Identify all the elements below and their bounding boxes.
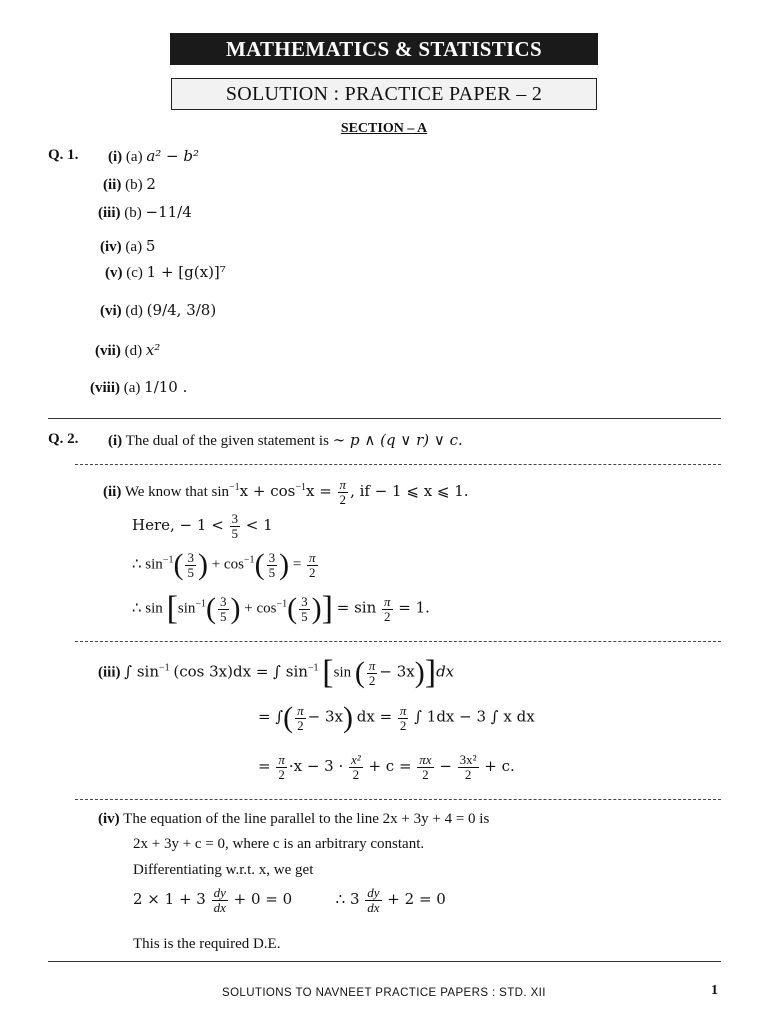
item-answer: 2 [146,175,156,193]
q1-item-ii [103,175,156,194]
text: + [211,556,221,573]
q2-label: Q. 2. [48,431,79,447]
numerator: π [278,752,285,767]
denominator: 5 [220,608,227,624]
fraction [382,595,393,624]
item-num: (v) [105,265,123,281]
text: = ∫ [258,707,284,726]
q2-part-ii-line2 [132,512,273,541]
q2-part-ii-line3 [132,550,320,580]
text: sin [145,600,163,617]
item-answer: (9/4, 3/8) [146,301,217,319]
item-option: (a) [123,380,141,396]
text: We know that sin [124,483,230,500]
text: sin [333,664,352,681]
part-num: (iii) [98,664,121,681]
numerator: πx [419,752,432,767]
q2-part-iv-line3: Differentiating w.r.t. x, we get [133,862,314,878]
text: dx = [356,707,393,726]
bracket: ] [321,590,333,627]
paren: ( [354,656,365,689]
denominator: 2 [309,564,316,580]
item-num: (iii) [98,205,121,221]
text: ∫ 1dx − 3 ∫ x dx [414,707,535,726]
numerator: 3x² [459,752,477,767]
paren: ) [230,592,241,625]
paren: ( [283,701,294,734]
therefore-symbol: ∴ [132,600,142,617]
text: sin [177,600,196,617]
numerator: 3 [220,593,227,609]
fraction [185,551,196,580]
footer-text: SOLUTIONS TO NAVNEET PRACTICE PAPERS : STD. XII [222,987,546,999]
text: + c = [368,756,412,775]
paren: ( [254,548,265,581]
page-subtitle: SOLUTION : PRACTICE PAPER – 2 [171,78,597,110]
dashed-divider [75,799,721,800]
divider [48,961,721,962]
text: = [292,556,302,573]
denominator: 2 [339,492,347,507]
denominator: 2 [368,672,376,688]
text: Here, − 1 < [132,515,224,534]
q1-item-iii [98,203,192,222]
text: ∴ 3 [335,889,360,908]
text: + 0 = 0 [233,889,293,908]
denominator: 2 [464,767,472,782]
q2-part-ii-line4 [132,592,430,626]
numerator: π [383,593,391,609]
text: sin [145,556,163,573]
paren: ) [343,701,354,734]
paren: ) [311,592,322,625]
numerator: π [309,549,316,565]
paren: ( [173,548,184,581]
text: − 3x [379,662,415,681]
denominator: 5 [187,564,194,580]
dashed-divider [75,464,721,465]
item-answer: a² − b² [146,147,200,165]
numerator: 3 [231,511,239,526]
denominator: dx [213,900,226,915]
fraction [212,886,228,915]
text: dx [436,662,455,681]
q1-label: Q. 1. [48,147,79,163]
text: x = [306,481,332,500]
numerator: π [368,657,376,673]
denominator: 2 [399,717,407,733]
text: − [439,756,452,775]
bracket: [ [322,654,334,691]
item-option: (a) [125,149,143,165]
denominator: 2 [297,717,304,733]
paren: ) [414,656,425,689]
numerator: dy [213,885,226,900]
part-expression: ∼ p ∧ (q ∨ r) ∨ c. [332,431,463,449]
q1-item-i [108,147,199,166]
numerator: 3 [187,549,194,565]
section-heading: SECTION – A [340,121,428,136]
item-num: (vi) [100,303,122,319]
fraction [367,659,378,688]
fraction [349,753,363,782]
superscript: −1 [276,598,288,610]
fraction [398,704,409,733]
item-option: (b) [124,205,142,221]
denominator: 5 [231,526,239,541]
part-text: The dual of the given statement is [125,433,329,449]
text: The equation of the line parallel to the line 2x + 3y + 4 = 0 is [123,811,490,827]
numerator: 3 [268,549,276,565]
paren: ( [287,592,298,625]
page-number: 1 [711,983,718,998]
superscript: −1 [307,662,319,674]
denominator: 5 [301,608,308,624]
item-num: (viii) [90,380,120,396]
text: − 3x [307,707,344,726]
numerator: π [339,477,347,492]
dashed-divider [75,641,721,642]
denominator: 5 [268,564,276,580]
text: ·x − 3 · [288,756,344,775]
fraction [458,753,479,782]
bracket: ] [424,654,437,691]
part-num: (iv) [98,811,120,827]
text: = [258,756,271,775]
paren: ( [206,592,217,625]
text: = 1. [398,598,430,617]
text: , if − 1 ⩽ x ⩽ 1. [350,481,469,500]
text: x + cos [239,481,296,500]
q2-part-ii-line1 [103,478,469,507]
q2-part-iv-line4 [133,886,446,915]
text: (cos 3x)dx = ∫ sin [173,662,308,681]
fraction [218,595,229,624]
text: = sin [336,598,377,617]
item-num: (ii) [103,177,122,193]
superscript: −1 [243,554,255,566]
fraction [307,551,318,580]
denominator: dx [367,900,380,915]
item-option: (d) [124,343,143,359]
superscript: −1 [162,554,174,566]
denominator: 2 [278,767,285,782]
numerator: 3 [301,593,308,609]
fraction [276,753,287,782]
item-answer: 1 + [g(x)]⁷ [146,263,226,281]
paren: ) [197,548,208,581]
text: cos [223,556,244,573]
fraction [267,551,278,580]
q2-part-i [108,431,463,450]
text: + [244,600,253,617]
text: cos [256,600,277,617]
text: + 2 = 0 [387,889,446,908]
therefore-symbol: ∴ [132,556,142,573]
q2-part-iv-line5: This is the required D.E. [133,936,281,952]
paren: ) [279,548,290,581]
fraction [365,886,381,915]
superscript: −1 [295,481,306,493]
item-answer: x² [145,341,161,359]
q1-item-iv [100,237,155,256]
superscript: −1 [195,598,207,610]
q2-part-iii-line2 [258,703,535,733]
numerator: π [297,702,304,718]
divider [48,418,721,419]
bracket: [ [166,590,178,627]
text: ∫ sin [124,662,159,681]
text: + c. [484,756,515,775]
denominator: 2 [352,767,360,782]
numerator: dy [367,885,380,900]
fraction [299,595,310,624]
item-num: (i) [108,149,123,165]
numerator: π [399,702,407,718]
q2-part-iv-line1 [98,811,489,828]
denominator: 2 [383,608,391,624]
text: < 1 [245,515,273,534]
fraction [338,478,349,507]
denominator: 2 [422,767,429,782]
q1-item-v [105,263,226,282]
item-option: (b) [125,177,143,193]
fraction [417,753,433,782]
q1-item-viii [90,378,187,397]
superscript: −1 [159,662,170,674]
item-answer: 1/10 . [144,378,188,396]
item-num: (iv) [100,239,122,255]
item-option: (c) [126,265,143,281]
q2-part-iv-line2: 2x + 3y + c = 0, where c is an arbitrary constant. [133,836,425,852]
numerator: x² [351,752,361,767]
page-title: MATHEMATICS & STATISTICS [170,33,598,65]
part-num: (ii) [103,483,122,500]
q1-item-vii [95,341,160,360]
q2-part-iii-line1 [98,656,454,690]
part-num: (i) [108,433,123,449]
fraction [295,704,306,733]
text: 2 × 1 + 3 [133,889,206,908]
item-option: (a) [125,239,143,255]
superscript: −1 [229,481,240,493]
item-option: (d) [125,303,143,319]
item-answer: −11/4 [145,203,192,221]
item-answer: 5 [145,237,156,255]
q1-item-vi [100,301,216,320]
item-num: (vii) [95,343,121,359]
q2-part-iii-line3 [258,753,515,782]
fraction [230,512,241,541]
